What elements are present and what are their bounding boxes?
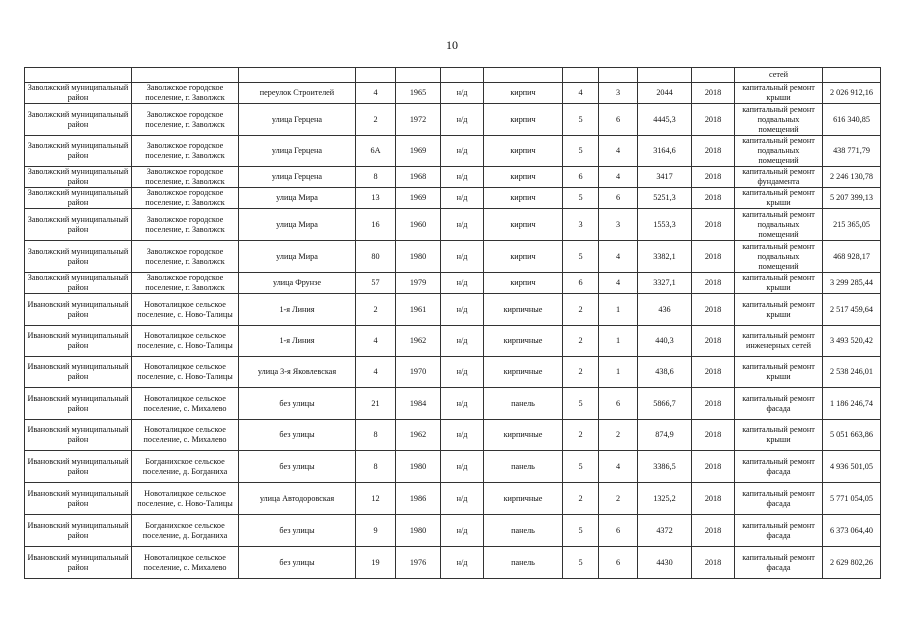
house-number-cell: 4 — [356, 83, 396, 104]
district-cell: Заволжский муниципальный район — [25, 104, 132, 136]
table-row — [25, 188, 881, 209]
page-number: 10 — [446, 38, 458, 52]
house-number-cell: 8 — [356, 167, 396, 188]
plan-year-cell: 2018 — [692, 420, 735, 451]
house-number-cell: 4 — [356, 326, 396, 357]
settlement-cell: Заволжское городское поселение, г. Заволжск — [132, 209, 239, 241]
table-row — [25, 547, 881, 579]
no-data-cell: н/д — [441, 547, 484, 579]
table-row — [25, 515, 881, 547]
cost-cell: 616 340,85 — [823, 104, 881, 136]
district-cell: Заволжский муниципальный район — [25, 209, 132, 241]
empty-cell — [484, 68, 563, 83]
settlement-cell: Богданихское сельское поселение, д. Богданиха — [132, 515, 239, 547]
build-year-cell: 1970 — [396, 357, 441, 388]
house-number-cell: 8 — [356, 451, 396, 483]
empty-cell — [823, 68, 881, 83]
no-data-cell: н/д — [441, 136, 484, 167]
work-type-cell: капитальный ремонт инженерных сетей — [735, 326, 823, 357]
wall-material-cell: кирпич — [484, 241, 563, 273]
plan-year-cell: 2018 — [692, 273, 735, 294]
cost-cell: 3 493 520,42 — [823, 326, 881, 357]
address-cell: улица Мира — [239, 209, 356, 241]
house-number-cell: 9 — [356, 515, 396, 547]
build-year-cell: 1986 — [396, 483, 441, 515]
table-row — [25, 357, 881, 388]
work-type-cell: капитальный ремонт подвальных помещений — [735, 136, 823, 167]
address-cell: переулок Строителей — [239, 83, 356, 104]
area-cell: 1325,2 — [638, 483, 692, 515]
no-data-cell: н/д — [441, 188, 484, 209]
build-year-cell: 1980 — [396, 515, 441, 547]
work-type-cell: капитальный ремонт фасада — [735, 515, 823, 547]
area-cell: 3386,5 — [638, 451, 692, 483]
address-cell: 1-я Линия — [239, 294, 356, 326]
district-cell: Ивановский муниципальный район — [25, 483, 132, 515]
house-number-cell: 6А — [356, 136, 396, 167]
no-data-cell: н/д — [441, 209, 484, 241]
plan-year-cell: 2018 — [692, 483, 735, 515]
house-number-cell: 2 — [356, 104, 396, 136]
plan-year-cell: 2018 — [692, 547, 735, 579]
settlement-cell: Новоталицкое сельское поселение, с. Ново-Талицы — [132, 326, 239, 357]
work-type-cell: капитальный ремонт подвальных помещений — [735, 104, 823, 136]
address-cell: без улицы — [239, 515, 356, 547]
no-data-cell: н/д — [441, 420, 484, 451]
plan-year-cell: 2018 — [692, 515, 735, 547]
no-data-cell: н/д — [441, 357, 484, 388]
wall-material-cell: панель — [484, 515, 563, 547]
empty-cell — [599, 68, 638, 83]
address-cell: улица Мира — [239, 188, 356, 209]
cost-cell: 5 771 054,05 — [823, 483, 881, 515]
house-number-cell: 57 — [356, 273, 396, 294]
floors-cell: 5 — [563, 388, 599, 420]
district-cell: Ивановский муниципальный район — [25, 294, 132, 326]
house-number-cell: 13 — [356, 188, 396, 209]
wall-material-cell: кирпич — [484, 104, 563, 136]
address-cell: улица Мира — [239, 241, 356, 273]
settlement-cell: Богданихское сельское поселение, д. Богданиха — [132, 451, 239, 483]
plan-year-cell: 2018 — [692, 388, 735, 420]
cost-cell: 2 246 130,78 — [823, 167, 881, 188]
empty-cell — [563, 68, 599, 83]
build-year-cell: 1979 — [396, 273, 441, 294]
build-year-cell: 1969 — [396, 188, 441, 209]
table-row — [25, 104, 881, 136]
address-cell: без улицы — [239, 420, 356, 451]
plan-year-cell: 2018 — [692, 136, 735, 167]
entrances-cell: 1 — [599, 294, 638, 326]
entrances-cell: 3 — [599, 209, 638, 241]
entrances-cell: 2 — [599, 483, 638, 515]
entrances-cell: 4 — [599, 273, 638, 294]
settlement-cell: Заволжское городское поселение, г. Заволжск — [132, 104, 239, 136]
cost-cell: 438 771,79 — [823, 136, 881, 167]
settlement-cell: Новоталицкое сельское поселение, с. Ново-Талицы — [132, 294, 239, 326]
district-cell: Заволжский муниципальный район — [25, 136, 132, 167]
entrances-cell: 4 — [599, 167, 638, 188]
area-cell: 4445,3 — [638, 104, 692, 136]
area-cell: 3382,1 — [638, 241, 692, 273]
no-data-cell: н/д — [441, 83, 484, 104]
table-row — [25, 451, 881, 483]
cost-cell: 215 365,05 — [823, 209, 881, 241]
no-data-cell: н/д — [441, 388, 484, 420]
cost-cell: 3 299 285,44 — [823, 273, 881, 294]
wall-material-cell: кирпич — [484, 167, 563, 188]
no-data-cell: н/д — [441, 515, 484, 547]
area-cell: 874,9 — [638, 420, 692, 451]
plan-year-cell: 2018 — [692, 326, 735, 357]
empty-cell — [396, 68, 441, 83]
table-row — [25, 294, 881, 326]
wall-material-cell: кирпич — [484, 136, 563, 167]
settlement-cell: Новоталицкое сельское поселение, с. Михалево — [132, 547, 239, 579]
house-number-cell: 16 — [356, 209, 396, 241]
wall-material-cell: панель — [484, 547, 563, 579]
table-row — [25, 483, 881, 515]
entrances-cell: 6 — [599, 515, 638, 547]
empty-cell — [441, 68, 484, 83]
floors-cell: 5 — [563, 136, 599, 167]
cost-cell: 6 373 064,40 — [823, 515, 881, 547]
district-cell: Ивановский муниципальный район — [25, 420, 132, 451]
build-year-cell: 1965 — [396, 83, 441, 104]
floors-cell: 6 — [563, 167, 599, 188]
wall-material-cell: кирпич — [484, 209, 563, 241]
empty-cell — [356, 68, 396, 83]
work-type-cell: капитальный ремонт крыши — [735, 294, 823, 326]
work-type-cell: капитальный ремонт фасада — [735, 388, 823, 420]
house-number-cell: 21 — [356, 388, 396, 420]
house-number-cell: 2 — [356, 294, 396, 326]
district-cell: Ивановский муниципальный район — [25, 515, 132, 547]
no-data-cell: н/д — [441, 294, 484, 326]
build-year-cell: 1961 — [396, 294, 441, 326]
plan-year-cell: 2018 — [692, 167, 735, 188]
plan-year-cell: 2018 — [692, 83, 735, 104]
district-cell: Заволжский муниципальный район — [25, 188, 132, 209]
wall-material-cell: панель — [484, 451, 563, 483]
address-cell: без улицы — [239, 451, 356, 483]
plan-year-cell: 2018 — [692, 451, 735, 483]
plan-year-cell: 2018 — [692, 104, 735, 136]
no-data-cell: н/д — [441, 483, 484, 515]
district-cell: Ивановский муниципальный район — [25, 388, 132, 420]
work-type-cell: капитальный ремонт фасада — [735, 547, 823, 579]
district-cell: Заволжский муниципальный район — [25, 273, 132, 294]
table-row — [25, 167, 881, 188]
work-type-cell: капитальный ремонт фасада — [735, 483, 823, 515]
floors-cell: 5 — [563, 188, 599, 209]
cost-cell: 468 928,17 — [823, 241, 881, 273]
build-year-cell: 1980 — [396, 451, 441, 483]
table-row — [25, 136, 881, 167]
build-year-cell: 1968 — [396, 167, 441, 188]
address-cell: улица 3-я Яковлевская — [239, 357, 356, 388]
build-year-cell: 1984 — [396, 388, 441, 420]
area-cell: 4430 — [638, 547, 692, 579]
house-number-cell: 80 — [356, 241, 396, 273]
settlement-cell: Новоталицкое сельское поселение, с. Ново-Талицы — [132, 357, 239, 388]
cost-cell: 5 207 399,13 — [823, 188, 881, 209]
floors-cell: 2 — [563, 326, 599, 357]
work-type-cell: капитальный ремонт крыши — [735, 420, 823, 451]
no-data-cell: н/д — [441, 326, 484, 357]
work-type-cell: капитальный ремонт крыши — [735, 273, 823, 294]
no-data-cell: н/д — [441, 273, 484, 294]
build-year-cell: 1980 — [396, 241, 441, 273]
work-type-cell: капитальный ремонт подвальных помещений — [735, 241, 823, 273]
entrances-cell: 6 — [599, 188, 638, 209]
cost-cell: 1 186 246,74 — [823, 388, 881, 420]
floors-cell: 5 — [563, 104, 599, 136]
build-year-cell: 1962 — [396, 326, 441, 357]
wall-material-cell: кирпичные — [484, 294, 563, 326]
house-number-cell: 19 — [356, 547, 396, 579]
cost-cell: 2 538 246,01 — [823, 357, 881, 388]
floors-cell: 3 — [563, 209, 599, 241]
cost-cell: 2 629 802,26 — [823, 547, 881, 579]
entrances-cell: 4 — [599, 241, 638, 273]
settlement-cell: Заволжское городское поселение, г. Заволжск — [132, 136, 239, 167]
plan-year-cell: 2018 — [692, 209, 735, 241]
settlement-cell: Заволжское городское поселение, г. Заволжск — [132, 273, 239, 294]
address-cell: без улицы — [239, 388, 356, 420]
address-cell: улица Фрунзе — [239, 273, 356, 294]
entrances-cell: 6 — [599, 388, 638, 420]
address-cell: улица Герцена — [239, 104, 356, 136]
table-row — [25, 273, 881, 294]
no-data-cell: н/д — [441, 241, 484, 273]
work-type-cell: капитальный ремонт фасада — [735, 451, 823, 483]
continued-header-row — [25, 68, 881, 83]
entrances-cell: 1 — [599, 357, 638, 388]
address-cell: улица Герцена — [239, 167, 356, 188]
work-type-cell: капитальный ремонт крыши — [735, 83, 823, 104]
cost-cell: 2 026 912,16 — [823, 83, 881, 104]
entrances-cell: 6 — [599, 547, 638, 579]
area-cell: 438,6 — [638, 357, 692, 388]
work-type-cell: капитальный ремонт фундамента — [735, 167, 823, 188]
house-number-cell: 12 — [356, 483, 396, 515]
floors-cell: 5 — [563, 451, 599, 483]
build-year-cell: 1962 — [396, 420, 441, 451]
floors-cell: 5 — [563, 515, 599, 547]
build-year-cell: 1976 — [396, 547, 441, 579]
table-row — [25, 326, 881, 357]
area-cell: 2044 — [638, 83, 692, 104]
plan-year-cell: 2018 — [692, 294, 735, 326]
work-type-cell: капитальный ремонт крыши — [735, 357, 823, 388]
build-year-cell: 1960 — [396, 209, 441, 241]
work-type-cell: сетей — [735, 68, 823, 83]
cost-cell: 4 936 501,05 — [823, 451, 881, 483]
district-cell: Заволжский муниципальный район — [25, 83, 132, 104]
entrances-cell: 4 — [599, 451, 638, 483]
area-cell: 440,3 — [638, 326, 692, 357]
cost-cell: 2 517 459,64 — [823, 294, 881, 326]
settlement-cell: Новоталицкое сельское поселение, с. Михалево — [132, 420, 239, 451]
wall-material-cell: кирпичные — [484, 357, 563, 388]
entrances-cell: 1 — [599, 326, 638, 357]
plan-year-cell: 2018 — [692, 241, 735, 273]
plan-year-cell: 2018 — [692, 357, 735, 388]
repair-program-table — [24, 67, 881, 579]
floors-cell: 4 — [563, 83, 599, 104]
settlement-cell: Заволжское городское поселение, г. Заволжск — [132, 83, 239, 104]
address-cell: 1-я Линия — [239, 326, 356, 357]
settlement-cell: Заволжское городское поселение, г. Заволжск — [132, 167, 239, 188]
district-cell: Ивановский муниципальный район — [25, 326, 132, 357]
house-number-cell: 8 — [356, 420, 396, 451]
wall-material-cell: кирпич — [484, 188, 563, 209]
area-cell: 436 — [638, 294, 692, 326]
district-cell: Ивановский муниципальный район — [25, 451, 132, 483]
table-row — [25, 388, 881, 420]
settlement-cell: Заволжское городское поселение, г. Заволжск — [132, 188, 239, 209]
table-row — [25, 83, 881, 104]
empty-cell — [692, 68, 735, 83]
no-data-cell: н/д — [441, 451, 484, 483]
area-cell: 4372 — [638, 515, 692, 547]
address-cell: улица Герцена — [239, 136, 356, 167]
entrances-cell: 2 — [599, 420, 638, 451]
work-type-cell: капитальный ремонт подвальных помещений — [735, 209, 823, 241]
wall-material-cell: кирпичные — [484, 483, 563, 515]
area-cell: 3164,6 — [638, 136, 692, 167]
floors-cell: 5 — [563, 241, 599, 273]
area-cell: 3327,1 — [638, 273, 692, 294]
district-cell: Заволжский муниципальный район — [25, 241, 132, 273]
wall-material-cell: панель — [484, 388, 563, 420]
no-data-cell: н/д — [441, 104, 484, 136]
entrances-cell: 4 — [599, 136, 638, 167]
floors-cell: 2 — [563, 294, 599, 326]
house-number-cell: 4 — [356, 357, 396, 388]
wall-material-cell: кирпичные — [484, 420, 563, 451]
area-cell: 1553,3 — [638, 209, 692, 241]
address-cell: без улицы — [239, 547, 356, 579]
district-cell: Ивановский муниципальный район — [25, 357, 132, 388]
empty-cell — [239, 68, 356, 83]
address-cell: улица Автодоровская — [239, 483, 356, 515]
district-cell: Заволжский муниципальный район — [25, 167, 132, 188]
build-year-cell: 1969 — [396, 136, 441, 167]
table-row — [25, 209, 881, 241]
floors-cell: 6 — [563, 273, 599, 294]
area-cell: 5251,3 — [638, 188, 692, 209]
settlement-cell: Новоталицкое сельское поселение, с. Ново-Талицы — [132, 483, 239, 515]
floors-cell: 2 — [563, 420, 599, 451]
cost-cell: 5 051 663,86 — [823, 420, 881, 451]
floors-cell: 5 — [563, 547, 599, 579]
area-cell: 5866,7 — [638, 388, 692, 420]
floors-cell: 2 — [563, 483, 599, 515]
settlement-cell: Заволжское городское поселение, г. Заволжск — [132, 241, 239, 273]
wall-material-cell: кирпичные — [484, 326, 563, 357]
area-cell: 3417 — [638, 167, 692, 188]
wall-material-cell: кирпич — [484, 83, 563, 104]
table-row — [25, 420, 881, 451]
no-data-cell: н/д — [441, 167, 484, 188]
empty-cell — [638, 68, 692, 83]
district-cell: Ивановский муниципальный район — [25, 547, 132, 579]
table-row — [25, 241, 881, 273]
floors-cell: 2 — [563, 357, 599, 388]
empty-cell — [132, 68, 239, 83]
entrances-cell: 3 — [599, 83, 638, 104]
work-type-cell: капитальный ремонт крыши — [735, 188, 823, 209]
build-year-cell: 1972 — [396, 104, 441, 136]
plan-year-cell: 2018 — [692, 188, 735, 209]
wall-material-cell: кирпич — [484, 273, 563, 294]
entrances-cell: 6 — [599, 104, 638, 136]
settlement-cell: Новоталицкое сельское поселение, с. Михалево — [132, 388, 239, 420]
empty-cell — [25, 68, 132, 83]
